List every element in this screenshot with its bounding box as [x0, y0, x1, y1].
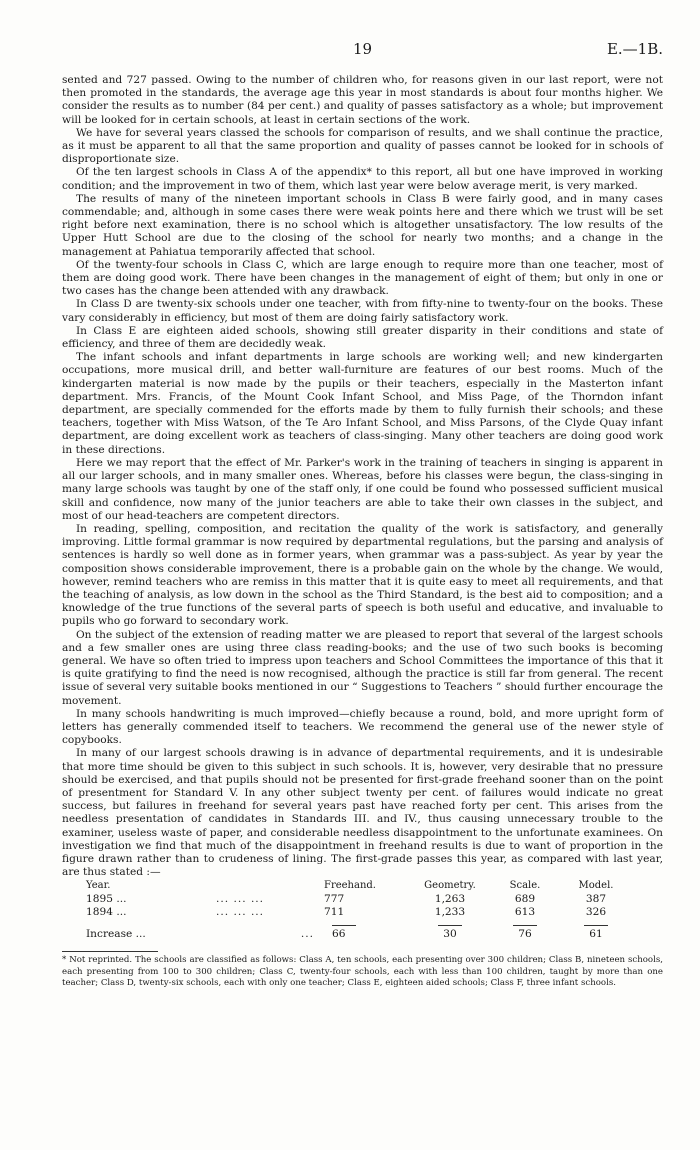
sum-rule: [438, 925, 462, 926]
column-header-scale: Scale.: [509, 880, 541, 892]
cell-geometry: 1,263: [434, 892, 466, 905]
table-row: [86, 906, 632, 919]
page-header: [62, 40, 663, 62]
leader-dots: ...: [300, 928, 314, 940]
footnote-text: * Not reprinted. The schools are classified as follows: Class A, ten schools, each presenting over 300 children; Class B, nineteen schools, each presenting from 100 to 300 children; Class C, twenty-four schools, each with less than 100 children, taught by more than one teacher; Class D, twenty-six schools, each with only one teacher; Class E, eighteen aided schools; Class F, three infant schools.: [62, 955, 663, 988]
sum-rule: [584, 925, 608, 926]
sum-rule: [513, 925, 537, 926]
cell-scale: 613: [514, 905, 536, 918]
page-number: 19: [352, 40, 373, 58]
paragraph-4: The results of many of the nineteen important schools in Class B were fairly good, and in many cases commendable; and, although in some cases there were weak points here and there which we trust will be set right before next examination, there is no school which is altogether unsatisfactory. The low results of the Upper Hutt School are due to the closing of the school for nearly two months; and a change in the management at Pahiatua temporarily affected that school.: [62, 192, 663, 258]
column-header-geometry: Geometry.: [424, 880, 476, 892]
cell-model: 387: [585, 892, 607, 905]
first-grade-passes-table: [86, 879, 632, 941]
column-header-year: Year.: [86, 880, 111, 892]
footnote-divider: [62, 951, 158, 952]
sum-rule-row: [86, 919, 632, 928]
paragraph-3: Of the ten largest schools in Class A of the appendix* to this report, all but one have improved in working condition; and the improvement in two of them, which last year were below average merit, is very marked.: [62, 166, 663, 192]
column-header-model: Model.: [578, 880, 614, 892]
paragraph-9: Here we may report that the effect of Mr. Parker's work in the training of teachers in singing is apparent in all our larger schools, and in many smaller ones. Whereas, before his classes were begun, the class-singing in many large schools was taught by one of the staff only, if one could be found who possessed sufficient musical skill and confidence, now many of the junior teachers are able to take their own classes in the subject, and most of our head-teachers are competent directors.: [62, 456, 663, 522]
cell-freehand-increase: 66: [332, 928, 346, 940]
cell-freehand: 711: [324, 905, 345, 918]
increase-label: Increase ...: [86, 928, 146, 940]
paragraph-2: We have for several years classed the schools for comparison of results, and we shall continue the practice, as it must be apparent to all that the same proportion and quality of passes cannot be looked for in schools of disproportionate size.: [62, 126, 663, 166]
document-reference: E.—1B.: [606, 40, 663, 58]
leader-dots: ... ... ...: [216, 905, 265, 918]
body-text: [62, 74, 663, 879]
column-header-freehand: Freehand.: [324, 880, 376, 892]
paragraph-7: In Class E are eighteen aided schools, showing still greater disparity in their conditions and state of efficiency, and three of them are decidedly weak.: [62, 324, 663, 351]
leader-dots: ... ... ...: [216, 892, 265, 905]
increase-row: [86, 928, 632, 941]
paragraph-8: The infant schools and infant departments in large schools are working well; and new kindergarten occupations, more musical drill, and better wall-furniture are features of our best rooms. Much of the kindergarten material is now made by the pupils or their teachers, especially in the Masterton infant department. Mrs. Francis, of the Mount Cook Infant School, and Miss Page, of the Thorndon infant department, are specially commended for the efforts made by them to fully furnish their schools; and these teachers, together with Miss Watson, of the Te Aro Infant School, and Miss Parsons, of the Clyde Quay infant department, are doing excellent work as teachers of class-singing. Many other teachers are doing good work in these directions.: [62, 351, 663, 456]
cell-geometry: 1,233: [434, 905, 466, 918]
cell-model-increase: 61: [589, 928, 603, 940]
cell-scale: 689: [514, 892, 536, 905]
cell-scale-increase: 76: [518, 928, 532, 940]
cell-year: 1894 ...: [86, 905, 127, 918]
paragraph-5: Of the twenty-four schools in Class C, which are large enough to require more than one teacher, most of them are doing good work. There have been changes in the management of eight of them; but only in one or two cases has the change been attended with any drawback.: [62, 258, 663, 298]
paragraph-11: On the subject of the extension of reading matter we are pleased to report that several of the largest schools and a few smaller ones are using three class reading-books; and the use of two such books is becoming general. We have so often tried to impress upon teachers and School Committees the importance of this that it is quite gratifying to find the need is now recognised, although the practice is still far from general. The recent issue of several very suitable books mentioned in our “ Suggestions to Teachers ” should further encourage the movement.: [62, 628, 663, 707]
sum-rule: [332, 925, 356, 926]
paragraph-10: In reading, spelling, composition, and recitation the quality of the work is satisfactory, and generally improving. Little formal grammar is now required by departmental regulations, but the parsing and analysis of sentences is hardly so well done as in former years, when grammar was a pass-subject. As year by year the composition shows considerable improvement, there is a probable gain on the whole by the change. We would, however, remind teachers who are remiss in this matter that it is quite easy to meet all requirements, and that the teaching of analysis, as low down in the school as the Third Standard, is the best aid to composition; and a knowledge of the true functions of the several parts of speech is both useful and educative, and invaluable to pupils who go forward to secondary work.: [62, 522, 663, 628]
paragraph-6: In Class D are twenty-six schools under one teacher, with from fifty-nine to twenty-four on the books. These vary considerably in efficiency, but most of them are doing fairly satisfactory work.: [62, 298, 663, 324]
table-row: [86, 893, 632, 906]
footnote: [62, 955, 663, 989]
paragraph-12: In many schools handwriting is much improved—chiefly because a round, bold, and more upright form of letters has generally commended itself to teachers. We recommend the general use of the newer style of copybooks.: [62, 707, 663, 747]
cell-geometry-increase: 30: [443, 928, 457, 940]
paragraph-1: sented and 727 passed. Owing to the number of children who, for reasons given in our last report, were not then promoted in the standards, the average age this year in most standards is about four months higher. We consider the results as to number (84 per cent.) and quality of passes satisfactory as a whole; but improvement will be looked for in certain schools, at least in certain sections of the work.: [62, 74, 663, 126]
table-header-row: [86, 879, 632, 892]
cell-model: 326: [585, 905, 607, 918]
paragraph-13: In many of our largest schools drawing is in advance of departmental requirements, and it is undesirable that more time should be given to this subject in such schools. It is, however, very desirable that no pressure should be exercised, and that pupils should not be presented for first-grade freehand sooner than on the point of presentment for Standard V. In any other subject twenty per cent. of failures would indicate no great success, but failures in freehand for several years past have reached forty per cent. This arises from the needless presentation of candidates in Standards III. and IV., thus causing unnecessary trouble to the examiner, useless waste of paper, and considerable needless disappointment to the unfortunate examinees. On investigation we find that much of the disappointment in freehand results is due to want of proportion in the figure drawn rather than to crudeness of lining. The first-grade passes this year, as compared with last year, are thus stated :—: [62, 747, 663, 879]
cell-freehand: 777: [324, 892, 345, 905]
cell-year: 1895 ...: [86, 892, 127, 905]
